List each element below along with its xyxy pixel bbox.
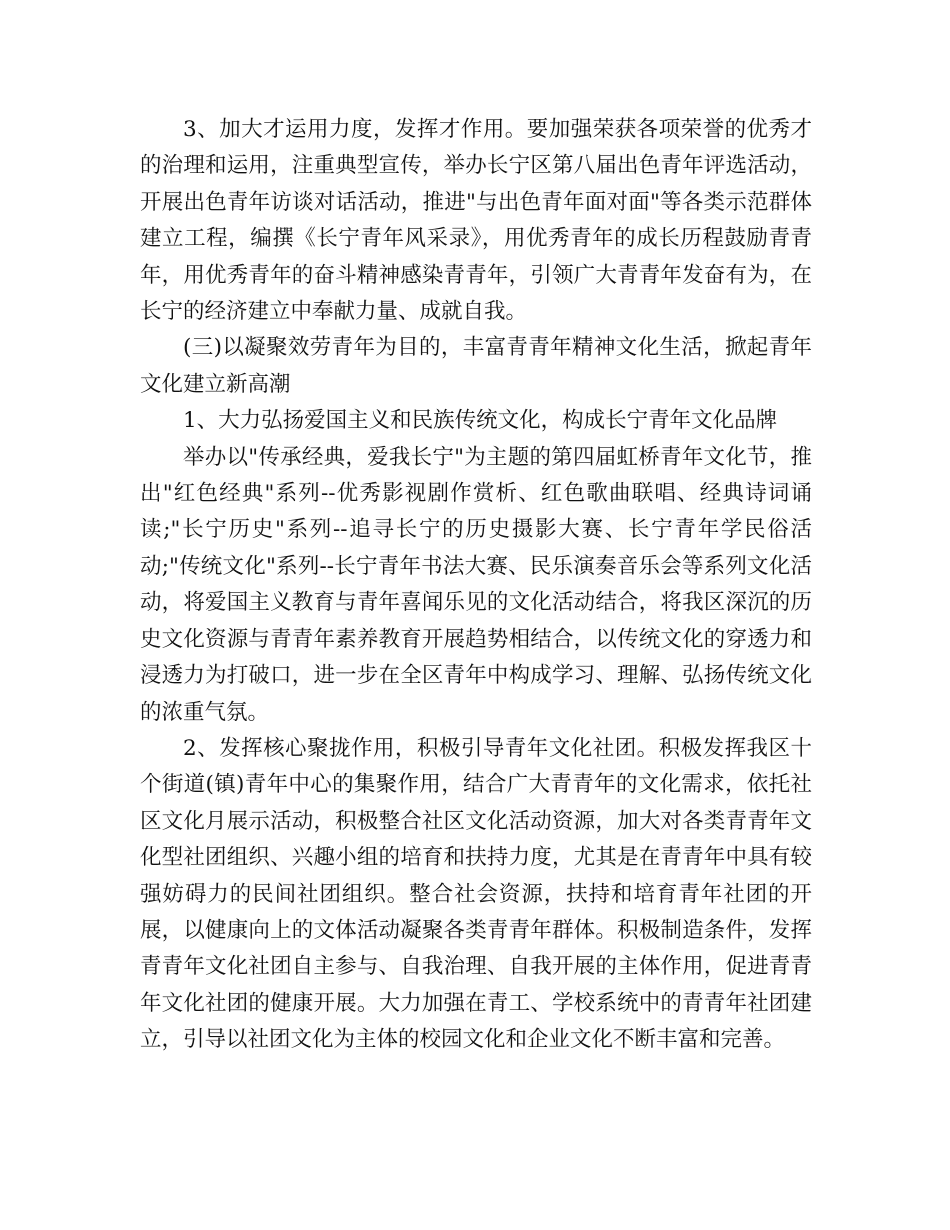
section-heading-youth-culture: (三)以凝聚效劳青年为目的，丰富青青年精神文化生活，掀起青年文化建立新高潮	[140, 335, 812, 397]
paragraph-culture-festival: 举办以"传承经典，爱我长宁"为主题的第四届虹桥青年文化节，推出"红色经典"系列--优秀影视剧作赏析、红色歌曲联唱、经典诗词诵读;"长宁历史"系列--追寻长宁的历史摄影大赛、长宁青年学民俗活动;"传统文化"系列--长宁青年书法大赛、民乐演奏音乐会等系列文化活动，将爱国主义教育与青年喜闻乐见的文化活动结合，将我区深沉的历史文化资源与青青年素养教育开展趋势相结合，以传统文化的穿透力和浸透力为打破口，进一步在全区青年中构成学习、理解、弘扬传统文化的浓重气氛。	[140, 444, 812, 725]
paragraph-talent-utilization: 3、加大才运用力度，发挥才作用。要加强荣获各项荣誉的优秀才的治理和运用，注重典型宣传，举办长宁区第八届出色青年评选活动，开展出色青年访谈对话活动，推进"与出色青年面对面"等各类示范群体建立工程，编撰《长宁青年风采录》，用优秀青年的成长历程鼓励青青年，用优秀青年的奋斗精神感染青青年，引领广大青青年发奋有为，在长宁的经济建立中奉献力量、成就自我。	[140, 117, 812, 325]
paragraph-youth-societies: 2、发挥核心聚拢作用，积极引导青年文化社团。积极发挥我区十个街道(镇)青年中心的集聚作用，结合广大青青年的文化需求，依托社区文化月展示活动，积极整合社区文化活动资源，加大对各类青青年文化型社团组织、兴趣小组的培育和扶持力度，尤其是在青青年中具有较强妨碍力的民间社团组织。整合社会资源，扶持和培育青年社团的开展，以健康向上的文体活动凝聚各类青青年群体。积极制造条件，发挥青青年文化社团自主参与、自我治理、自我开展的主体作用，促进青青年文化社团的健康开展。大力加强在青工、学校系统中的青青年社团建立，引导以社团文化为主体的校园文化和企业文化不断丰富和完善。	[140, 735, 812, 1053]
document-page	[140, 112, 812, 1059]
subheading-patriotism-culture: 1、大力弘扬爱国主义和民族传统文化，构成长宁青年文化品牌	[183, 408, 778, 434]
